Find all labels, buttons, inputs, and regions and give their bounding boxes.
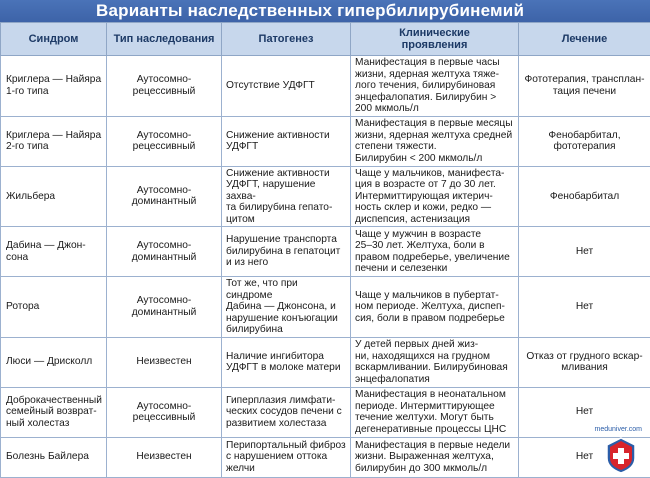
cell-inheritance: Аутосомно- доминантный — [107, 227, 222, 277]
cell-inheritance: Неизвестен — [107, 437, 222, 477]
cell-clinical: Чаще у мальчиков, манифеста- ция в возрасте от 7 до 30 лет. Интермиттирующая иктерич- ность склер и кожи, редко — диспепсия, астенизация — [351, 166, 519, 227]
cell-clinical: Манифестация в неонатальном периоде. Интермиттирующее течение желтухи. Могут быть дегенеративные процессы ЦНС — [351, 387, 519, 437]
cell-pathogenesis: Отсутствие УДФГТ — [222, 56, 351, 117]
column-header-syndrome: Синдром — [1, 23, 107, 56]
cell-pathogenesis: Гиперплазия лимфати- ческих сосудов печени с развитием холестаза — [222, 387, 351, 437]
cell-pathogenesis: Нарушение транспорта билирубина в гепатоцит и из него — [222, 227, 351, 277]
cell-treatment: Нет — [519, 277, 650, 338]
cell-inheritance: Аутосомно- рецессивный — [107, 56, 222, 117]
table-row — [1, 56, 650, 117]
table-row — [1, 166, 650, 227]
site-watermark — [586, 426, 646, 476]
table-header-row — [1, 23, 650, 56]
cell-syndrome: Криглера — Найяра 2-го типа — [1, 116, 107, 166]
column-header-inheritance: Тип наследования — [107, 23, 222, 56]
cell-clinical: Манифестация в первые месяцы жизни, ядерная желтуха средней степени тяжести. Билирубин < 200 мкмоль/л — [351, 116, 519, 166]
cell-inheritance: Аутосомно- доминантный — [107, 277, 222, 338]
page-title: Варианты наследственных гипербилирубинемий — [0, 0, 650, 22]
table-row — [1, 116, 650, 166]
cell-syndrome: Доброкачественный семейный возврат- ный холестаз — [1, 387, 107, 437]
column-header-clinical: Клинические проявления — [351, 23, 519, 56]
cell-syndrome: Люси — Дрисколл — [1, 337, 107, 387]
cell-pathogenesis: Наличие ингибитора УДФГТ в молоке матери — [222, 337, 351, 387]
cell-syndrome: Болезнь Байлера — [1, 437, 107, 477]
table-row — [1, 277, 650, 338]
cell-pathogenesis: Тот же, что при синдроме Дабина — Джонсона, и нарушение конъюгации билирубина — [222, 277, 351, 338]
cell-inheritance: Неизвестен — [107, 337, 222, 387]
cell-treatment: Фенобарбитал, фототерапия — [519, 116, 650, 166]
column-header-pathogenesis: Патогенез — [222, 23, 351, 56]
cell-clinical: Чаще у мужчин в возрасте 25–30 лет. Желтуха, боли в правом подреберье, увеличение печени и селезенки — [351, 227, 519, 277]
table-row — [1, 387, 650, 437]
cell-clinical: У детей первых дней жиз- ни, находящихся на грудном вскармливании. Билирубиновая энцефалопатия — [351, 337, 519, 387]
cell-treatment: Отказ от грудного вскар- мливания — [519, 337, 650, 387]
cell-treatment: Нет — [519, 437, 650, 477]
cell-pathogenesis: Снижение активности УДФГТ, нарушение захва- та билирубина гепато- цитом — [222, 166, 351, 227]
cell-syndrome: Криглера — Найяра 1-го типа — [1, 56, 107, 117]
column-header-treatment: Лечение — [519, 23, 650, 56]
cell-syndrome: Жильбера — [1, 166, 107, 227]
table-row — [1, 437, 650, 477]
cell-pathogenesis: Перипортальный фиброз с нарушением оттока желчи — [222, 437, 351, 477]
medical-cross-logo-icon — [604, 436, 638, 474]
cell-syndrome: Дабина — Джон- сона — [1, 227, 107, 277]
cell-inheritance: Аутосомно- рецессивный — [107, 387, 222, 437]
cell-clinical: Манифестация в первые недели жизни. Выраженная желтуха, билирубин до 300 мкмоль/л — [351, 437, 519, 477]
cell-treatment: Фенобарбитал — [519, 166, 650, 227]
cell-treatment: Нет — [519, 387, 650, 437]
syndromes-table — [0, 22, 650, 478]
cell-treatment: Нет — [519, 227, 650, 277]
table-row — [1, 227, 650, 277]
cell-inheritance: Аутосомно- рецессивный — [107, 116, 222, 166]
watermark-site-text: meduniver.com — [595, 426, 642, 433]
cell-clinical: Чаще у мальчиков в пубертат- ном периоде. Желтуха, диспеп- сия, боли в правом подреберье — [351, 277, 519, 338]
cell-treatment: Фототерапия, трансплан- тация печени — [519, 56, 650, 117]
cell-pathogenesis: Снижение активности УДФГТ — [222, 116, 351, 166]
cell-syndrome: Ротора — [1, 277, 107, 338]
table-row — [1, 337, 650, 387]
cell-clinical: Манифестация в первые часы жизни, ядерная желтуха тяже- лого течения, билирубиновая энцефалопатия. Билирубин > 200 мкмоль/л — [351, 56, 519, 117]
cell-inheritance: Аутосомно- доминантный — [107, 166, 222, 227]
